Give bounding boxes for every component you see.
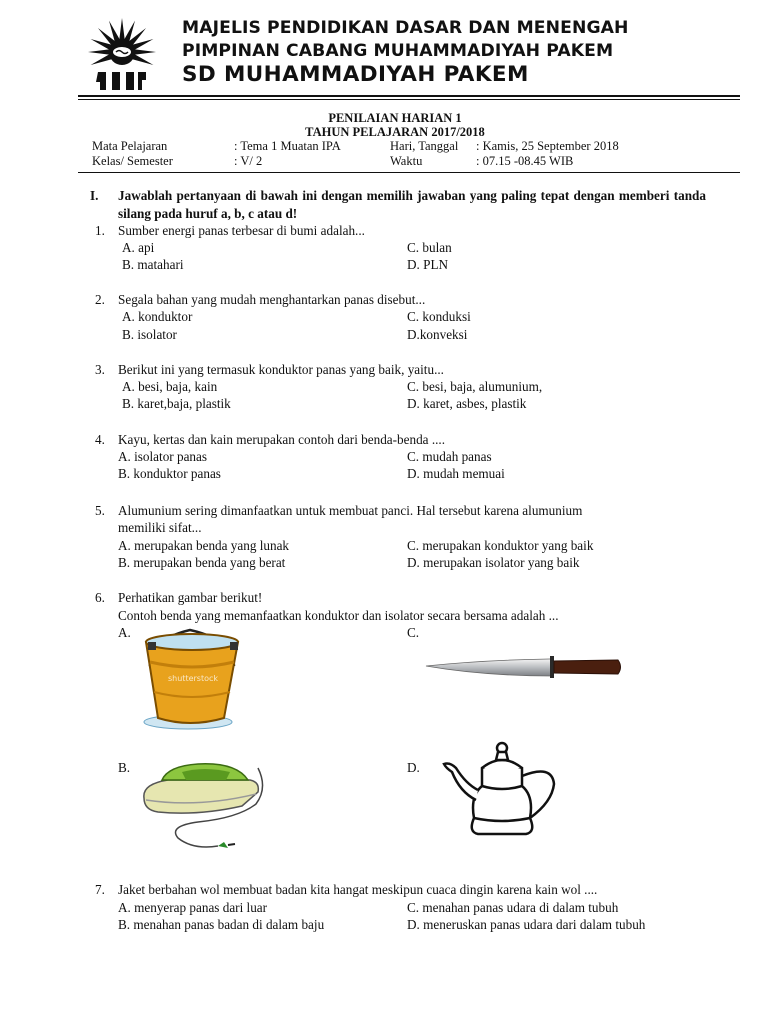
instruction (90, 187, 706, 223)
info-divider (78, 172, 740, 173)
day-label: Hari, Tanggal (390, 139, 459, 153)
knife-image[interactable] (424, 652, 624, 682)
time-label: Waktu (390, 154, 423, 168)
iron-icon (138, 758, 273, 858)
header-divider-thin (78, 99, 740, 100)
question-number: 7. (95, 882, 105, 897)
option-a[interactable]: A. isolator panas (118, 449, 207, 464)
option-b[interactable]: B. merupakan benda yang berat (118, 555, 286, 570)
iron-image[interactable] (138, 758, 273, 858)
question-number: 4. (95, 432, 105, 447)
option-b[interactable]: B. karet,baja, plastik (122, 396, 231, 411)
option-a[interactable]: A. konduktor (122, 309, 193, 324)
option-a[interactable]: A. (118, 625, 131, 640)
question-text: Berikut ini yang termasuk konduktor panas yang baik, yaitu... (118, 362, 444, 377)
exam-title: PENILAIAN HARIAN 1 (328, 111, 462, 125)
option-a[interactable]: A. api (122, 240, 155, 255)
question-text: Perhatikan gambar berikut! (118, 590, 263, 605)
bucket-image[interactable] (138, 622, 248, 732)
question-text: Segala bahan yang mudah menghantarkan panas disebut... (118, 292, 426, 307)
question-number: 3. (95, 362, 105, 377)
subject-value: : Tema 1 Muatan IPA (234, 139, 341, 153)
option-d[interactable]: D. karet, asbes, plastik (407, 396, 527, 411)
option-b[interactable]: B. (118, 760, 131, 775)
option-a[interactable]: A. merupakan benda yang lunak (118, 538, 290, 553)
muhammadiyah-logo-icon (80, 16, 164, 94)
header-line-1: MAJELIS PENDIDIKAN DASAR DAN MENENGAH (182, 18, 629, 38)
question-number: 2. (95, 292, 105, 307)
question-text: Sumber energi panas terbesar di bumi adalah... (118, 223, 365, 238)
watermark: shutterstock (168, 674, 219, 683)
question-number: 5. (95, 503, 105, 518)
option-d[interactable]: D. meneruskan panas udara dari dalam tubuh (407, 917, 646, 932)
option-c[interactable]: C. bulan (407, 240, 452, 255)
option-b[interactable]: B. menahan panas badan di dalam baju (118, 917, 325, 932)
option-d[interactable]: D. mudah memuai (407, 466, 505, 481)
question-text-cont: Contoh benda yang memanfaatkan konduktor dan isolator secara bersama adalah ... (118, 608, 559, 623)
header-line-2: PIMPINAN CABANG MUHAMMADIYAH PAKEM (182, 41, 614, 61)
instruction-text: Jawablah pertanyaan di bawah ini dengan memilih jawaban yang paling tepat dengan memberi tanda silang pada huruf a, b, c atau d! (118, 188, 706, 221)
option-c[interactable]: C. menahan panas udara di dalam tubuh (407, 900, 619, 915)
option-c[interactable]: C. merupakan konduktor yang baik (407, 538, 594, 553)
question-text: Alumunium sering dimanfaatkan untuk membuat panci. Hal tersebut karena alumunium (118, 503, 583, 518)
option-c[interactable]: C. (407, 625, 420, 640)
day-value: : Kamis, 25 September 2018 (476, 139, 619, 153)
question-number: 1. (95, 223, 105, 238)
class-label: Kelas/ Semester (92, 154, 173, 168)
option-c[interactable]: C. konduksi (407, 309, 471, 324)
kettle-icon (442, 738, 562, 842)
class-value: : V/ 2 (234, 154, 263, 168)
exam-year: TAHUN PELAJARAN 2017/2018 (305, 125, 485, 139)
time-value: : 07.15 -08.45 WIB (476, 154, 574, 168)
option-d[interactable]: D. PLN (407, 257, 449, 272)
option-b[interactable]: B. isolator (122, 327, 177, 342)
option-a[interactable]: A. menyerap panas dari luar (118, 900, 268, 915)
school-name: SD MUHAMMADIYAH PAKEM (182, 62, 529, 87)
question-text-cont: memiliki sifat... (118, 520, 202, 535)
option-d[interactable]: D.konveksi (407, 327, 468, 342)
instruction-number: I. (90, 188, 99, 203)
subject-label: Mata Pelajaran (92, 139, 168, 153)
option-a[interactable]: A. besi, baja, kain (122, 379, 218, 394)
option-d[interactable]: D. (407, 760, 420, 775)
knife-icon (424, 652, 624, 682)
option-d[interactable]: D. merupakan isolator yang baik (407, 555, 580, 570)
option-b[interactable]: B. matahari (122, 257, 184, 272)
question-text: Kayu, kertas dan kain merupakan contoh dari benda-benda .... (118, 432, 446, 447)
question-text: Jaket berbahan wol membuat badan kita hangat meskipun cuaca dingin karena kain wol .... (118, 882, 598, 897)
option-c[interactable]: C. besi, baja, alumunium, (407, 379, 543, 394)
kettle-image[interactable] (442, 738, 562, 842)
question-number: 6. (95, 590, 105, 605)
header-divider (78, 95, 740, 97)
option-b[interactable]: B. konduktor panas (118, 466, 221, 481)
option-c[interactable]: C. mudah panas (407, 449, 492, 464)
